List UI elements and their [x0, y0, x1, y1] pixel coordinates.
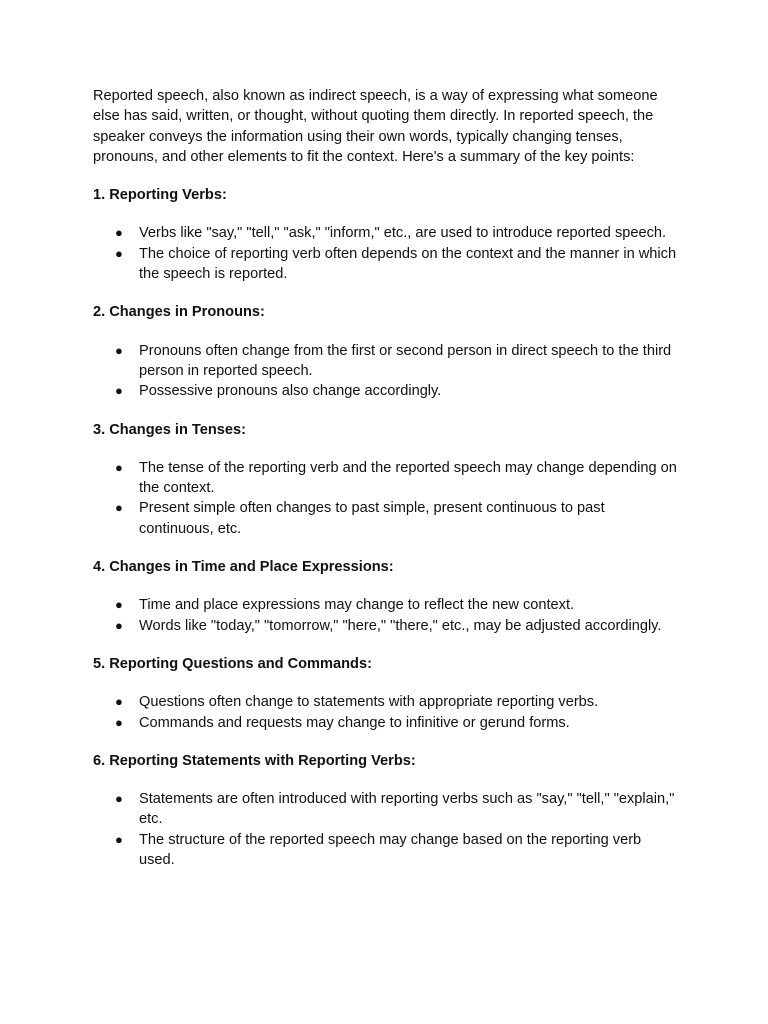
section-heading: 5. Reporting Questions and Commands:: [93, 655, 372, 672]
bullet-list: [93, 458, 679, 539]
bullet-icon: ●: [115, 500, 123, 516]
section-heading: 4. Changes in Time and Place Expressions:: [93, 559, 394, 576]
bullet-icon: ●: [115, 597, 123, 613]
list-item-text: Commands and requests may change to infinitive or gerund forms.: [139, 714, 570, 731]
list-item-text: The tense of the reporting verb and the reported speech may change depending on the context.: [139, 459, 677, 497]
list-item-text: Pronouns often change from the first or second person in direct speech to the third person in reported speech.: [139, 342, 672, 379]
list-item: [93, 381, 679, 401]
section-changes-in-tenses: [93, 420, 679, 539]
list-item: [93, 458, 679, 499]
bullet-list: [93, 789, 679, 870]
list-item: [93, 830, 679, 871]
section-heading: 6. Reporting Statements with Reporting Verbs:: [93, 752, 416, 769]
section-time-and-place: [93, 557, 679, 636]
bullet-icon: ●: [115, 245, 123, 261]
section-reporting-verbs: [93, 185, 679, 284]
list-item: [93, 595, 679, 615]
bullet-icon: ●: [115, 831, 123, 847]
list-item-text: The choice of reporting verb often depends on the context and the manner in which the speech is reported.: [139, 245, 677, 283]
list-item-text: Possessive pronouns also change accordingly.: [139, 383, 442, 400]
section-heading: 1. Reporting Verbs:: [93, 187, 227, 204]
section-changes-in-pronouns: [93, 302, 679, 401]
list-item-text: Present simple often changes to past simple, present continuous to past continuous, etc.: [139, 500, 605, 537]
list-item: [93, 498, 679, 539]
intro-paragraph: Reported speech, also known as indirect speech, is a way of expressing what someone else has said, written, or thought, without quoting them directly. In reported speech, the speaker conveys the information using their own words, typically changing tenses, pronouns, and other elements to fit the context. Here's a summary of the key points:: [93, 88, 658, 165]
bullet-icon: ●: [115, 342, 123, 358]
list-item-text: Statements are often introduced with reporting verbs such as "say," "tell," "explain," etc.: [139, 791, 675, 828]
list-item-text: Time and place expressions may change to reflect the new context.: [139, 597, 575, 614]
bullet-icon: ●: [115, 791, 123, 807]
list-item: [93, 244, 679, 285]
bullet-list: [93, 341, 679, 402]
section-heading: 2. Changes in Pronouns:: [93, 304, 265, 321]
section-questions-and-commands: [93, 654, 679, 733]
bullet-icon: ●: [115, 714, 123, 730]
list-item-text: Words like "today," "tomorrow," "here," "there," etc., may be adjusted accordingly.: [139, 617, 662, 634]
list-item-text: Verbs like "say," "tell," "ask," "inform," etc., are used to introduce reported speech.: [139, 225, 667, 242]
bullet-list: [93, 595, 679, 636]
section-heading: 3. Changes in Tenses:: [93, 421, 247, 438]
list-item: [93, 692, 679, 712]
list-item: [93, 789, 679, 830]
bullet-icon: ●: [115, 225, 123, 241]
list-item: [93, 223, 679, 243]
section-statements-with-reporting-verbs: [93, 751, 679, 870]
list-item-text: The structure of the reported speech may change based on the reporting verb used.: [139, 831, 642, 869]
list-item: [93, 616, 679, 636]
list-item: [93, 713, 679, 733]
list-item: [93, 341, 679, 382]
bullet-icon: ●: [115, 617, 123, 633]
bullet-icon: ●: [115, 459, 123, 475]
document-page: [93, 86, 679, 888]
bullet-list: [93, 223, 679, 284]
bullet-icon: ●: [115, 383, 123, 399]
list-item-text: Questions often change to statements with appropriate reporting verbs.: [139, 694, 599, 711]
bullet-list: [93, 692, 679, 733]
bullet-icon: ●: [115, 694, 123, 710]
